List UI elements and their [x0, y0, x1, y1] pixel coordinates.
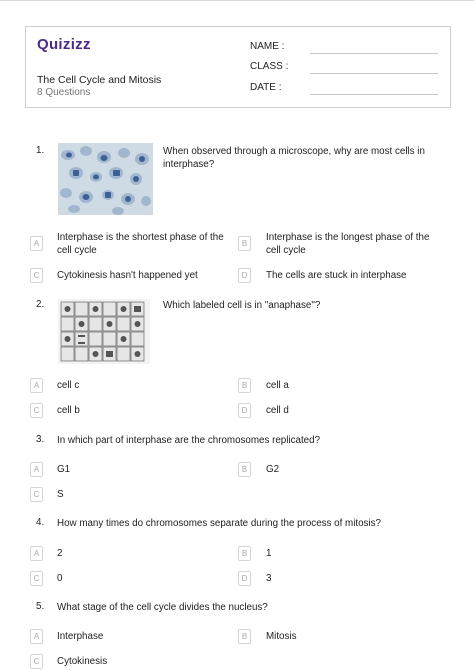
- q3-option-b-text[interactable]: G2: [266, 464, 280, 475]
- q3-option-a-text[interactable]: G1: [57, 464, 71, 475]
- q1-option-d-letter[interactable]: D: [238, 268, 251, 283]
- q5-option-a-text[interactable]: Interphase: [57, 631, 104, 642]
- q1-option-d-text[interactable]: The cells are stuck in interphase: [266, 270, 407, 281]
- class-label: CLASS :: [250, 61, 289, 72]
- q4-option-c-text[interactable]: 0: [57, 573, 63, 584]
- question-count: 8 Questions: [37, 87, 91, 98]
- name-label: NAME :: [250, 41, 285, 52]
- question-2-cell-diagram-image: [58, 299, 150, 364]
- question-1-text: When observed through a microscope, why are most cells in interphase?: [163, 146, 425, 170]
- q5-option-c-letter[interactable]: C: [30, 654, 43, 669]
- q1-option-a-text[interactable]: Interphase is the shortest phase of the cell cycle: [57, 232, 224, 256]
- date-label: DATE :: [250, 82, 282, 93]
- q2-option-c-letter[interactable]: C: [30, 403, 43, 418]
- question-1-micrograph-image: [58, 143, 153, 215]
- q3-option-c-letter[interactable]: C: [30, 487, 43, 502]
- q4-option-a-letter[interactable]: A: [30, 546, 43, 561]
- q2-option-a-text[interactable]: cell c: [57, 380, 80, 391]
- question-1-number: 1.: [36, 145, 45, 156]
- q2-option-c-text[interactable]: cell b: [57, 405, 80, 416]
- q1-option-b-letter[interactable]: B: [238, 236, 251, 251]
- question-3-number: 3.: [36, 434, 45, 445]
- q4-option-d-text[interactable]: 3: [266, 573, 272, 584]
- q2-option-d-letter[interactable]: D: [238, 403, 251, 418]
- question-4-number: 4.: [36, 517, 45, 528]
- q1-option-c-text[interactable]: Cytokinesis hasn't happened yet: [57, 270, 198, 281]
- q4-option-a-text[interactable]: 2: [57, 548, 63, 559]
- name-field[interactable]: [310, 53, 438, 54]
- q5-option-b-text[interactable]: Mitosis: [266, 631, 297, 642]
- question-2-number: 2.: [36, 299, 45, 310]
- q3-option-b-letter[interactable]: B: [238, 462, 251, 477]
- q2-option-d-text[interactable]: cell d: [266, 405, 289, 416]
- question-3-text: In which part of interphase are the chromosomes replicated?: [57, 435, 321, 446]
- q4-option-b-text[interactable]: 1: [266, 548, 272, 559]
- question-5-text: What stage of the cell cycle divides the nucleus?: [57, 602, 268, 613]
- q1-option-b-text[interactable]: Interphase is the longest phase of the cell cycle: [266, 232, 430, 256]
- quizizz-logo: Quizizz: [37, 36, 91, 53]
- date-field[interactable]: [310, 94, 438, 95]
- worksheet-header: [25, 26, 451, 108]
- q1-option-a-letter[interactable]: A: [30, 236, 43, 251]
- q2-option-a-letter[interactable]: A: [30, 378, 43, 393]
- q2-option-b-text[interactable]: cell a: [266, 380, 289, 391]
- class-field[interactable]: [310, 73, 438, 74]
- q4-option-d-letter[interactable]: D: [238, 571, 251, 586]
- top-divider: [0, 0, 474, 1]
- q4-option-b-letter[interactable]: B: [238, 546, 251, 561]
- q2-option-b-letter[interactable]: B: [238, 378, 251, 393]
- q1-option-c-letter[interactable]: C: [30, 268, 43, 283]
- question-5-number: 5.: [36, 601, 45, 612]
- question-4-text: How many times do chromosomes separate during the process of mitosis?: [57, 518, 381, 529]
- worksheet-title: The Cell Cycle and Mitosis: [37, 74, 162, 86]
- q5-option-c-text[interactable]: Cytokinesis: [57, 656, 108, 667]
- q4-option-c-letter[interactable]: C: [30, 571, 43, 586]
- q5-option-a-letter[interactable]: A: [30, 629, 43, 644]
- q3-option-a-letter[interactable]: A: [30, 462, 43, 477]
- q5-option-b-letter[interactable]: B: [238, 629, 251, 644]
- q3-option-c-text[interactable]: S: [57, 489, 64, 500]
- question-2-text: Which labeled cell is in "anaphase"?: [163, 300, 321, 311]
